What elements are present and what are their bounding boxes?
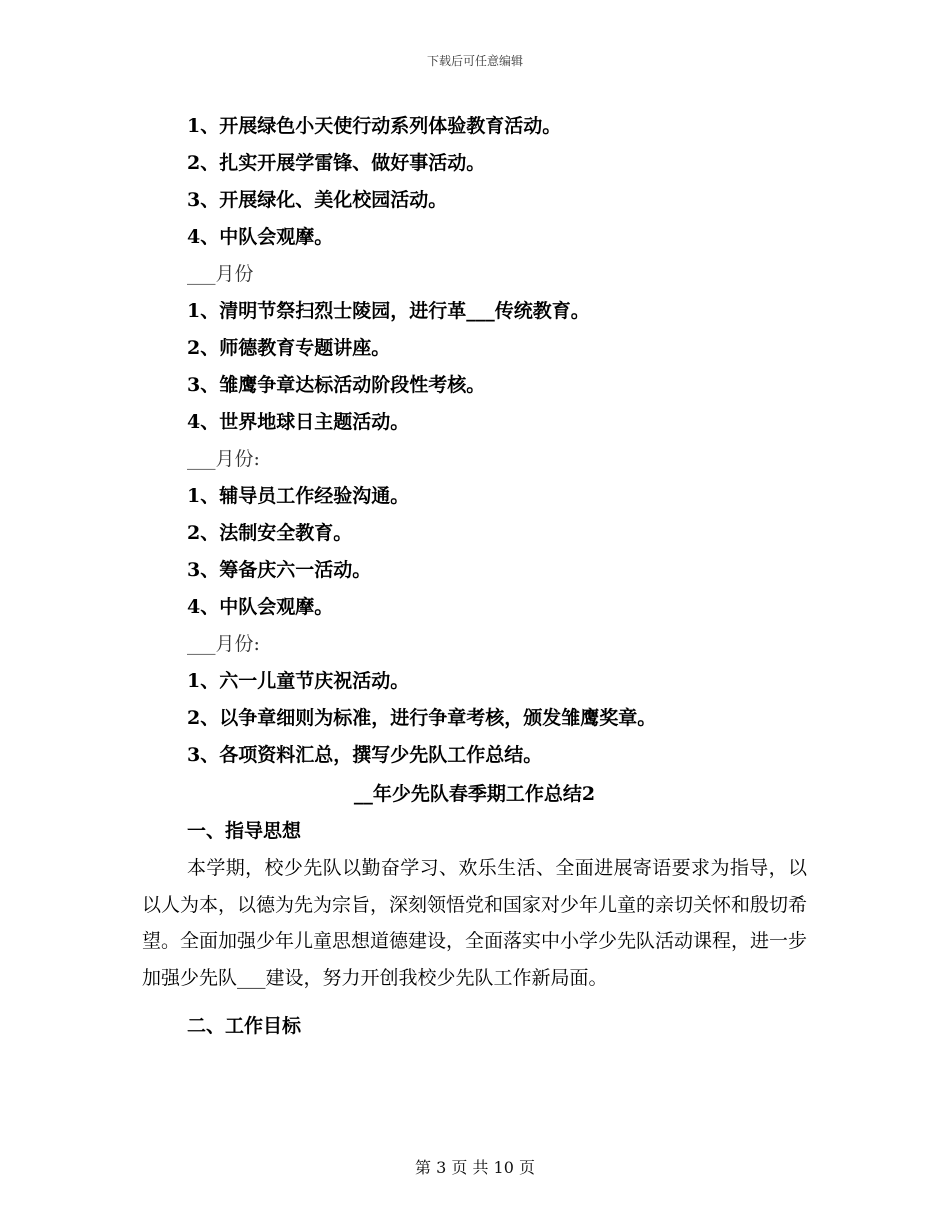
section-heading: 一、指导思想 [187, 820, 302, 842]
list-item: 3、雏鹰争章达标活动阶段性考核。 [187, 374, 486, 396]
list-item: 2、以争章细则为标准，进行争章考核，颁发雏鹰奖章。 [187, 707, 657, 729]
list-item: 1、清明节祭扫烈士陵园，进行革___传统教育。 [187, 300, 590, 322]
list-item: 1、六一儿童节庆祝活动。 [187, 670, 410, 692]
document-title: __年少先队春季期工作总结2 [353, 783, 596, 805]
page-header: 下载后可任意编辑 [426, 54, 523, 68]
document-body [142, 108, 807, 1045]
list-item: 4、中队会观摩。 [187, 226, 334, 248]
list-item: 2、扎实开展学雷锋、做好事活动。 [187, 152, 486, 174]
month-heading: ___月份: [187, 633, 260, 655]
list-item: 4、中队会观摩。 [187, 596, 334, 618]
list-item: 2、法制安全教育。 [187, 522, 353, 544]
list-item: 4、世界地球日主题活动。 [187, 411, 410, 433]
list-item: 3、各项资料汇总，撰写少先队工作总结。 [187, 744, 543, 766]
section-paragraph: 本学期，校少先队以勤奋学习、欢乐生活、全面进展寄语要求为指导，以以人为本，以德为先为宗旨，深刻领悟党和国家对少年儿童的亲切关怀和殷切希望。全面加强少年儿童思想道德建设，全面落实中小学少先队活动课程，进一步加强少先队___建设，努力开创我校少先队工作新局面。 [142, 857, 808, 989]
list-item: 1、辅导员工作经验沟通。 [187, 485, 410, 507]
page-footer: 第 3 页 共 10 页 [415, 1158, 535, 1177]
list-item: 3、开展绿化、美化校园活动。 [187, 189, 448, 211]
section-heading: 二、工作目标 [187, 1015, 302, 1037]
list-item: 1、开展绿色小天使行动系列体验教育活动。 [187, 115, 562, 137]
month-heading: ___月份: [187, 448, 260, 470]
list-item: 2、师德教育专题讲座。 [187, 337, 391, 359]
month-heading: ___月份 [187, 263, 254, 285]
list-item: 3、筹备庆六一活动。 [187, 559, 372, 581]
